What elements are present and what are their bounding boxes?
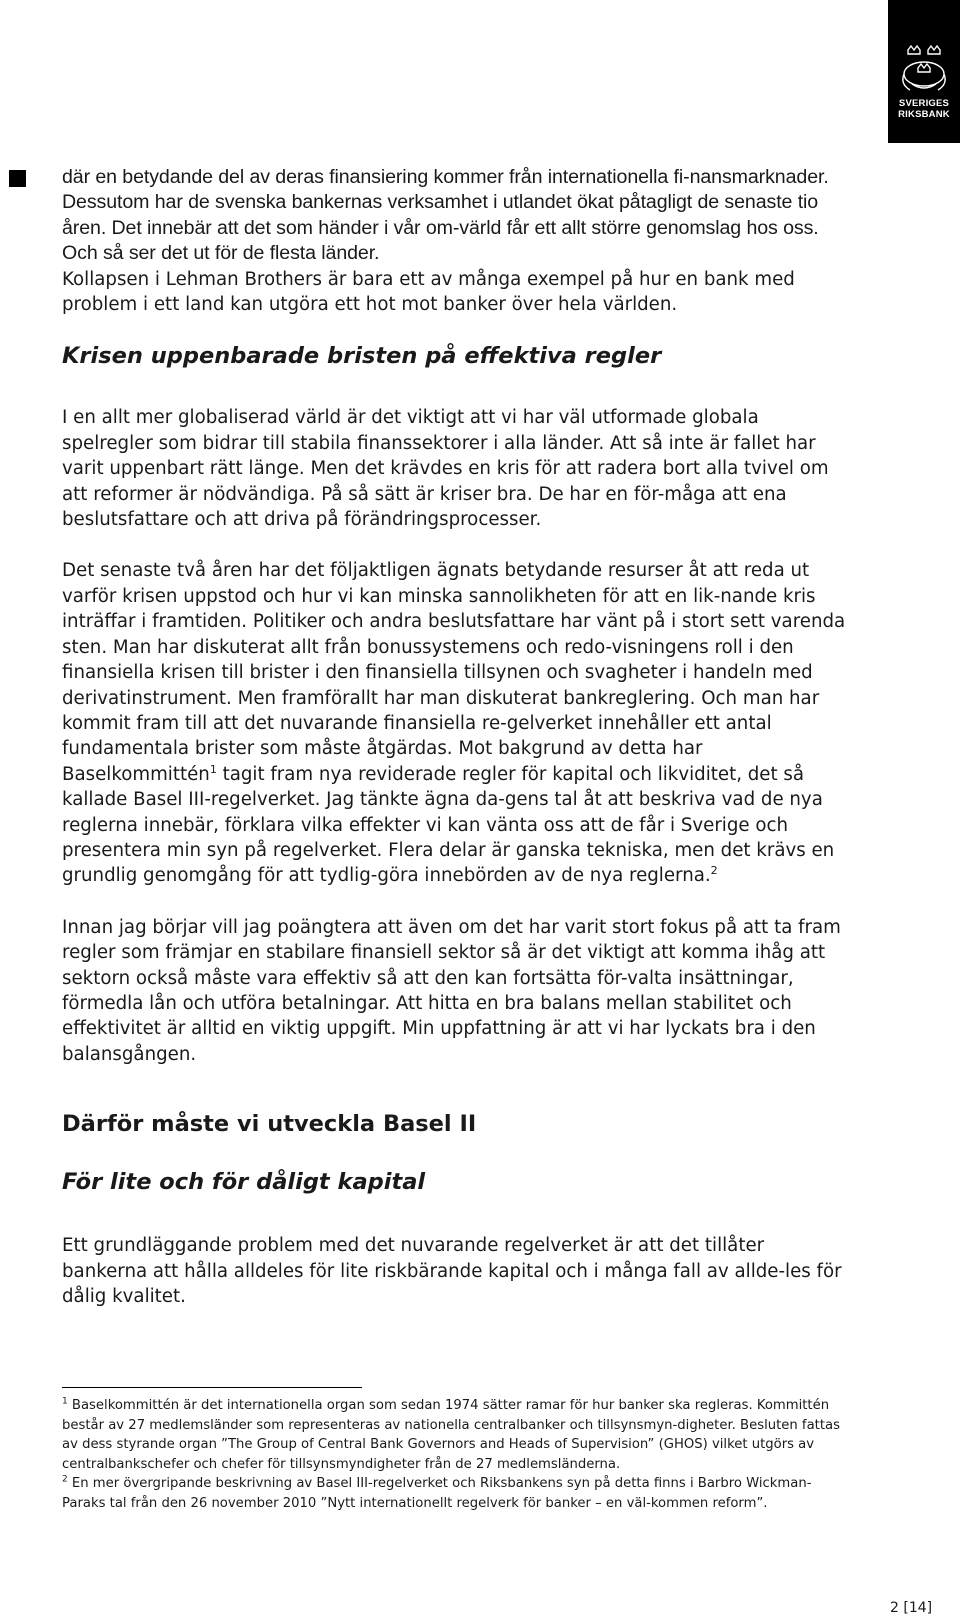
footnote-1 [62,1396,842,1474]
footnote-1-number: 1 [62,1396,68,1407]
riksbank-logo [888,0,960,143]
section1-paragraph-1: I en allt mer globaliserad värld är det viktigt att vi har väl utformade globala spelregler som bidrar till stabila finanssektorer i alla länder. Att så inte är fallet har varit uppenbart rätt länge. Men det krävdes en kris för att radera bort alla tvivel om att reformer är nödvändiga. På så sätt är kriser bra. De har en för-måga att ena beslutsfattare och att driva på förändringsprocesser. [62,407,829,531]
logo-line-1: SVERIGES [898,98,950,109]
footnote-divider [62,1387,362,1388]
footnote-ref-2: 2 [710,864,718,878]
footnote-2-number: 2 [62,1474,68,1485]
section-heading-2: Därför måste vi utveckla Basel II [62,1111,477,1138]
section-marker [9,170,26,187]
section1-paragraph-2-part-b: tagit fram nya reviderade regler för kapital och likviditet, det så kallade Basel III-regelverket. Jag tänkte ägna da-gens tal åt att beskriva vad de nya reglerna innebär, förklara vilka effekter vi kan vänta oss att de får i Sverige och presentera min syn på regelverket. Flera delar är ganska tekniska, men det krävs en grundlig genomgång för att tydlig-göra innebörden av de nya reglerna. [62,763,835,887]
intro-paragraph-arial: där en betydande del av deras finansiering kommer från internationella fi-nansmarknader. Dessutom har de svenska bankernas verksamhet i utlandet ökat påtagligt de senaste tio åren. Det innebär att det som händer i vår om-värld får ett allt större genomslag hos oss. Och så ser det ut för de flesta länder. [62,166,829,265]
page-body [62,165,852,1309]
footnote-2 [62,1474,842,1513]
page-number: 2 [14] [890,1600,933,1616]
footnote-1-text: Baselkommittén är det internationella organ som sedan 1974 sätter ramar för hur banker ska regleras. Kommittén består av 27 medlemsländer som representeras av nationella centralbanker och tillsynsmyn-digheter. Besluten fattas av dess styrande organ ”The Group of Central Bank Governors and Heads of Supervision” (GHOS) vilket utgörs av centralbankschefer och chefer för tillsynsmyndigheter från de 27 medlemsländerna. [62,1398,840,1472]
footnotes [62,1396,842,1513]
riksbank-crowns-emblem-icon [898,44,950,94]
logo-line-2: RIKSBANK [898,109,950,120]
section1-paragraph-2-part-a: Det senaste två åren har det följaktligen ägnats betydande resurser åt att reda ut varför krisen uppstod och hur vi kan minska sannolikheten för att en lik-nande kris inträffar i framtiden. Politiker och andra beslutsfattare har vänt på i stort sett varenda sten. Man har diskuterat allt från bonussystemens och redo-visningens roll i den finansiella krisen till brister i den finansiella tillsynen och svagheter i handeln med derivatinstrument. Men framförallt har man diskuterat bankreglering. Och man har kommit fram till att det nuvarande finansiella re-gelverket innehåller ett antal fundamentala brister som måste åtgärdas. Mot bakgrund av detta har Baselkommittén [62,560,846,785]
section1-paragraph-2 [62,558,852,888]
section-heading-1: Krisen uppenbarade bristen på effektiva regler [62,343,662,370]
footnote-2-text: En mer övergripande beskrivning av Basel III-regelverket och Riksbankens syn på detta finns i Barbro Wickman-Paraks tal från den 26 november 2010 ”Nytt internationellt regelverk för banker – en väl-kommen reform”. [62,1476,812,1511]
section-subheading: För lite och för dåligt kapital [62,1169,426,1196]
footnote-ref-1: 1 [209,762,217,776]
intro-paragraph: Kollapsen i Lehman Brothers är bara ett av många exempel på hur en bank med problem i ett land kan utgöra ett hot mot banker över hela världen. [62,268,795,316]
section2-paragraph-1: Ett grundläggande problem med det nuvarande regelverket är att det tillåter bankerna att hålla alldeles för lite riskbärande kapital och i många fall av allde-les för dålig kvalitet. [62,1235,842,1307]
section1-paragraph-3: Innan jag börjar vill jag poängtera att även om det har varit stort fokus på att ta fram regler som främjar en stabilare finansiell sektor så är det viktigt att komma ihåg att sektorn också måste vara effektiv så att den kan fortsätta för-valta insättningar, förmedla lån och utföra betalningar. Att hitta en bra balans mellan stabilitet och effektivitet är alltid en viktig uppgift. Min uppfattning är att vi har lyckats bra i den balansgången. [62,916,841,1065]
